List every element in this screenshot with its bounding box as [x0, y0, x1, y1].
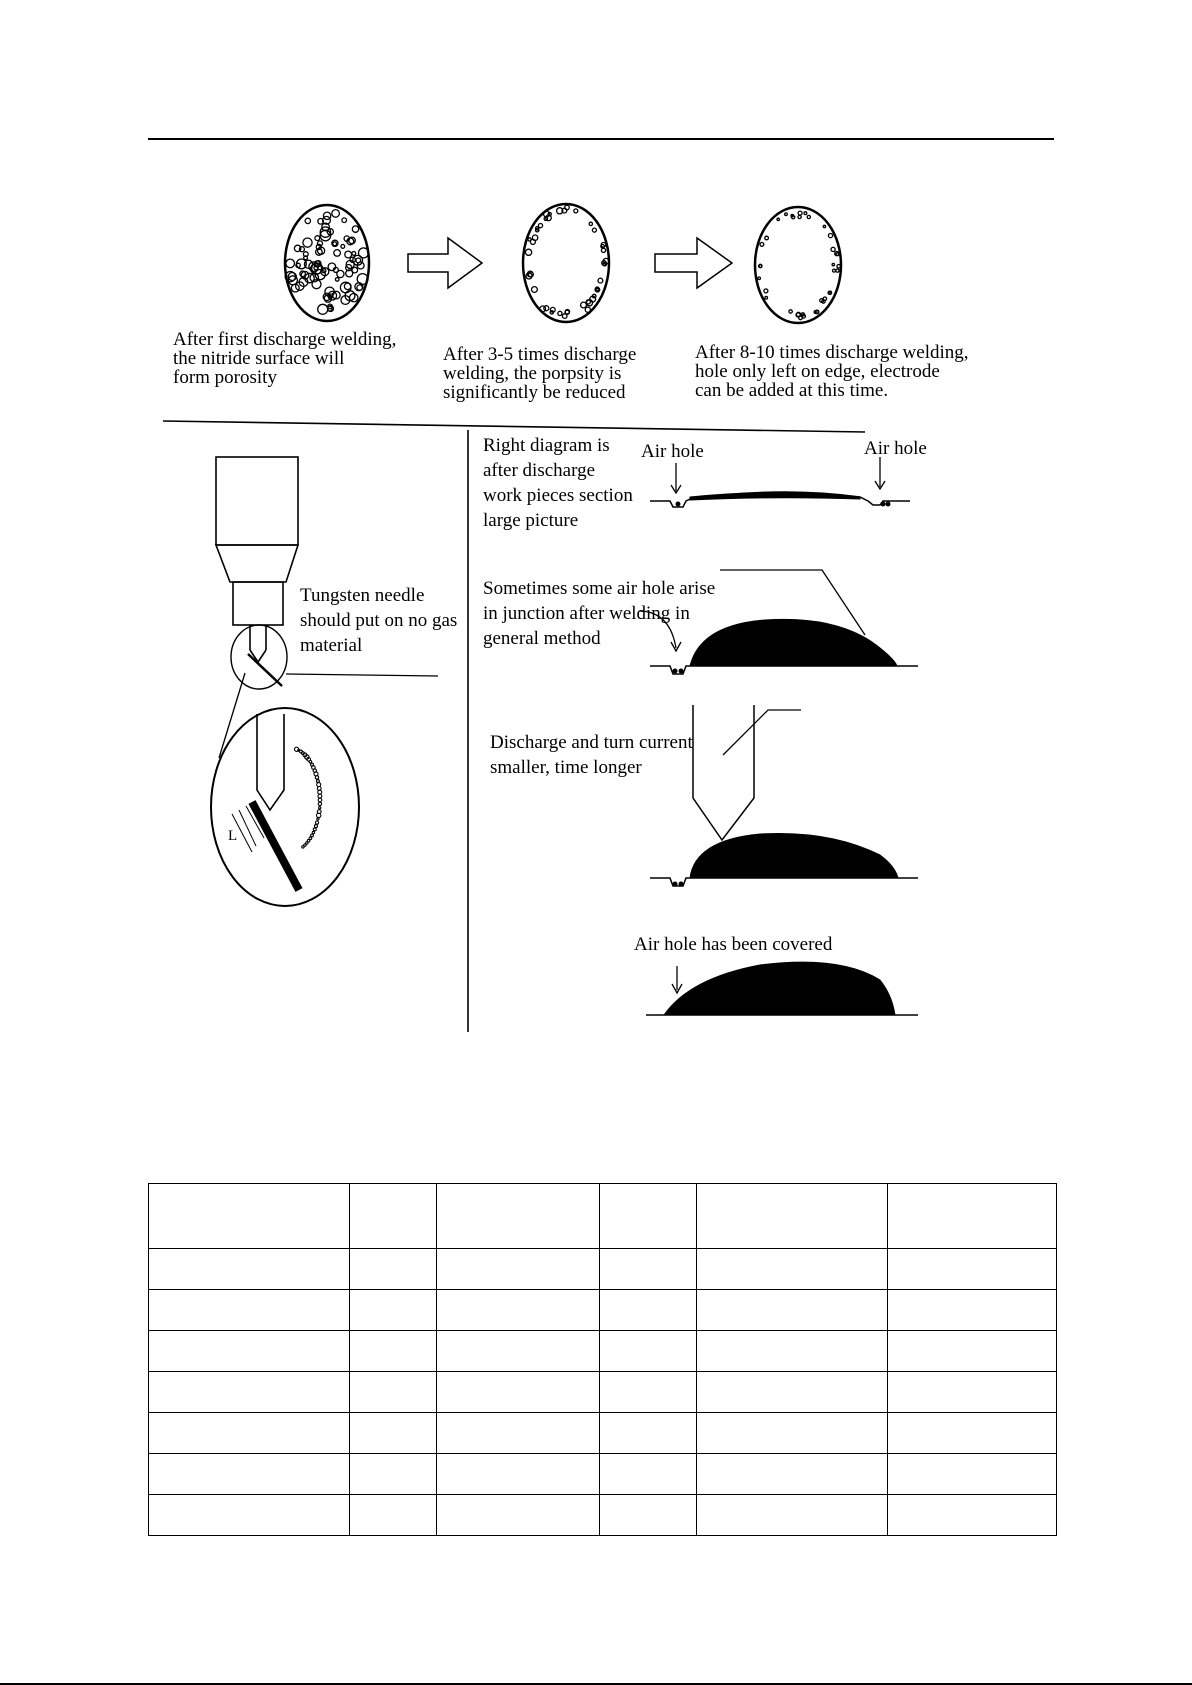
table-cell	[600, 1454, 697, 1495]
table-cell	[697, 1249, 888, 1290]
table-cell	[437, 1331, 600, 1372]
table-cell	[600, 1331, 697, 1372]
step-3-caption: After 8-10 times discharge welding, hole only left on edge, electrode can be added at this time.	[695, 342, 969, 401]
tungsten-needle-detail-large	[211, 708, 359, 906]
zoom-leader-line	[219, 673, 245, 758]
table-cell	[600, 1372, 697, 1413]
table-row	[149, 1413, 1057, 1454]
table-cell	[600, 1290, 697, 1331]
table-cell	[149, 1184, 350, 1249]
section-note: Right diagram is after discharge work pieces section large picture	[483, 435, 633, 531]
tungsten-needle-detail-small	[231, 625, 287, 689]
table-cell	[600, 1495, 697, 1536]
table-cell	[888, 1249, 1057, 1290]
table-row	[149, 1495, 1057, 1536]
table-cell	[600, 1249, 697, 1290]
air-hole-label-left: Air hole	[641, 441, 704, 462]
table-cell	[149, 1372, 350, 1413]
discharge-note: Discharge and turn current smaller, time longer	[490, 732, 693, 778]
table-cell	[697, 1184, 888, 1249]
table-cell	[437, 1184, 600, 1249]
table-cell	[888, 1290, 1057, 1331]
table-cell	[600, 1184, 697, 1249]
porosity-circle-2	[523, 204, 609, 322]
empty-table	[148, 1183, 1057, 1536]
table-cell	[697, 1290, 888, 1331]
table-cell	[350, 1290, 437, 1331]
table-cell	[437, 1413, 600, 1454]
porosity-circle-1	[285, 205, 369, 321]
table-cell	[437, 1290, 600, 1331]
air-hole-label-right: Air hole	[864, 438, 927, 459]
table-cell	[888, 1372, 1057, 1413]
table-cell	[350, 1184, 437, 1249]
table-cell	[437, 1249, 600, 1290]
table-cell	[350, 1413, 437, 1454]
table-cell	[697, 1331, 888, 1372]
table-row	[149, 1372, 1057, 1413]
table-row	[149, 1249, 1057, 1290]
table-cell	[888, 1495, 1057, 1536]
table-cell	[350, 1372, 437, 1413]
table-row	[149, 1331, 1057, 1372]
table-cell	[697, 1372, 888, 1413]
table-cell	[888, 1454, 1057, 1495]
arrow-right-1	[408, 238, 482, 288]
welding-torch	[216, 457, 298, 662]
table-row	[149, 1290, 1057, 1331]
section-divider	[163, 421, 865, 432]
table-cell	[350, 1331, 437, 1372]
table-cell	[888, 1413, 1057, 1454]
section-diagram-1	[650, 457, 910, 507]
table-cell	[437, 1372, 600, 1413]
table-row	[149, 1184, 1057, 1249]
table-cell	[600, 1413, 697, 1454]
length-label: L	[228, 828, 238, 844]
porosity-circle-3	[755, 207, 841, 323]
step-2-caption: After 3-5 times discharge welding, the porpsity is significantly be reduced	[443, 344, 637, 403]
table-cell	[888, 1331, 1057, 1372]
table-cell	[350, 1249, 437, 1290]
table-cell	[149, 1413, 350, 1454]
table-cell	[437, 1495, 600, 1536]
covered-note: Air hole has been covered	[634, 934, 833, 955]
table-cell	[149, 1290, 350, 1331]
table-cell	[350, 1454, 437, 1495]
table-cell	[888, 1184, 1057, 1249]
table-cell	[350, 1495, 437, 1536]
tungsten-note: Tungsten needle should put on no gas material	[300, 585, 458, 656]
step-1-caption: After first discharge welding, the nitride surface will form porosity	[173, 329, 397, 388]
table-cell	[697, 1454, 888, 1495]
table-cell	[149, 1331, 350, 1372]
arrow-right-2	[655, 238, 732, 288]
table-cell	[697, 1495, 888, 1536]
table-row	[149, 1454, 1057, 1495]
section-diagram-4	[646, 962, 918, 1015]
table-cell	[697, 1413, 888, 1454]
sometimes-note: Sometimes some air hole arise in junction after welding in general method	[483, 578, 716, 649]
table-cell	[149, 1454, 350, 1495]
table-cell	[149, 1249, 350, 1290]
note-leader-line	[286, 674, 438, 676]
table-cell	[149, 1495, 350, 1536]
table-cell	[437, 1454, 600, 1495]
